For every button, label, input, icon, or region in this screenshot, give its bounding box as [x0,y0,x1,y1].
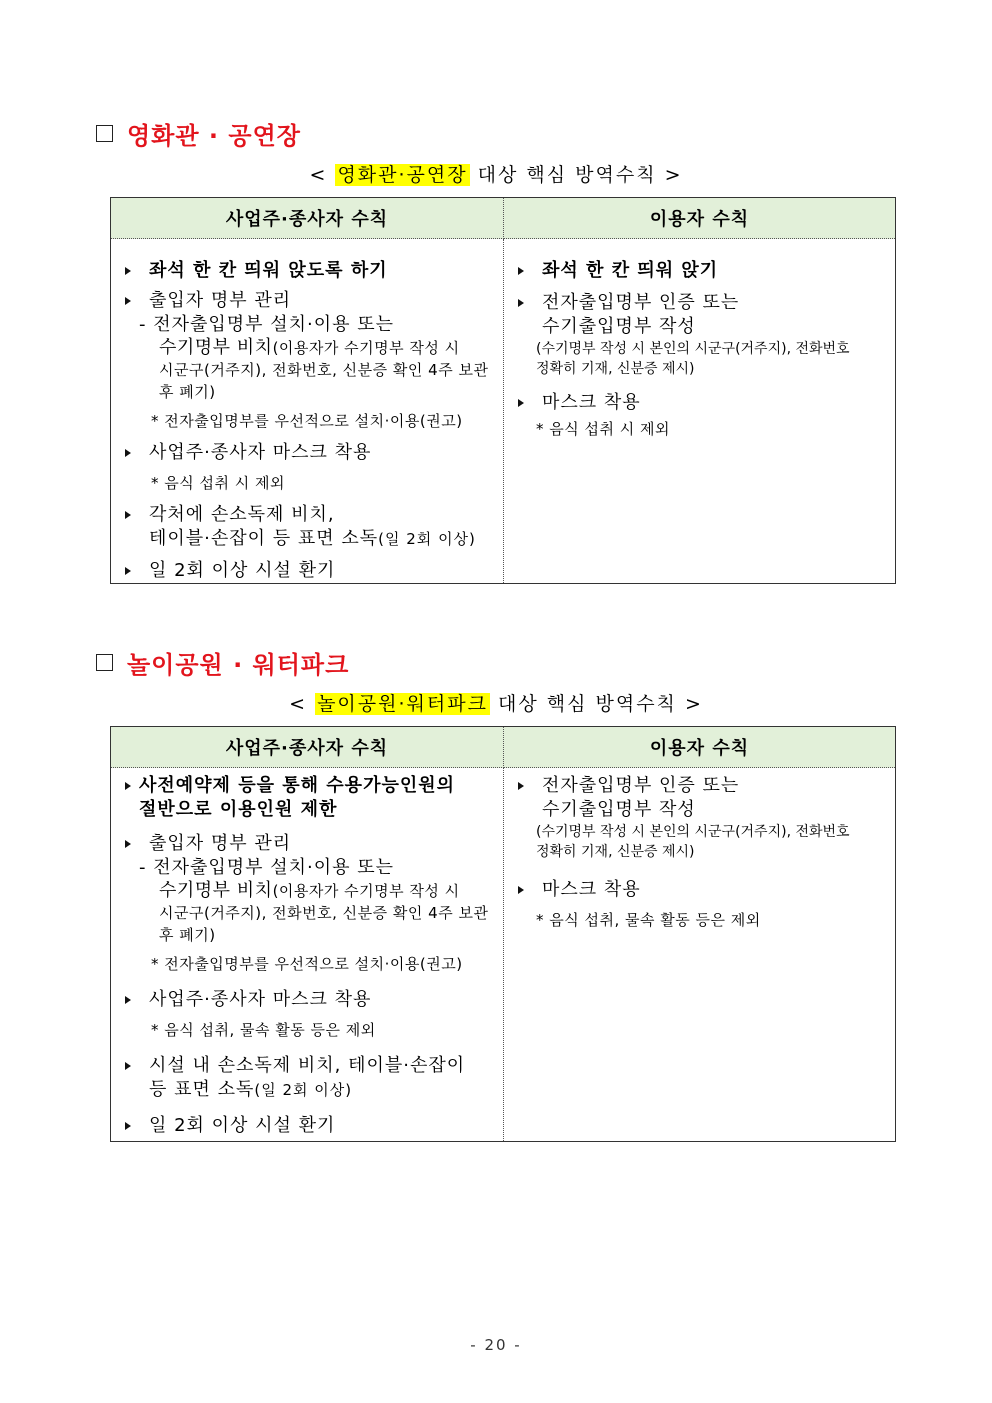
list-item [111,441,503,465]
bullet-triangle-icon [125,840,131,848]
bullet-triangle-icon [518,886,524,894]
list-item [111,1114,503,1138]
user-rules-cell [504,239,896,584]
user-rules-header: 이용자 수칙 [504,727,896,768]
list-item-cont [111,1078,503,1102]
list-item [504,291,895,315]
list-item [111,774,503,798]
bullet-triangle-icon [518,399,524,407]
table-body-row [111,239,896,584]
item-text: 수기명부 비치 [159,337,273,358]
table-caption-cinema [0,160,992,187]
table-caption-amusement-park [0,689,992,716]
item-text: 일 2회 이상 시설 환기 [149,560,336,581]
bullet-triangle-icon [518,299,524,307]
item-text: 사업주·종사자 마스크 착용 [149,989,372,1010]
list-item [111,988,503,1012]
operator-rules-header: 사업주·종사자 수칙 [111,727,504,768]
item-text: 각처에 손소독제 비치, [149,504,335,525]
list-item [504,774,895,798]
note: * 음식 섭취, 물속 활동 등은 제외 [151,1021,376,1039]
item-text: 전자출입명부 인증 또는 [542,292,740,313]
caption-open: < [309,164,336,186]
sub-item-detail [111,337,503,359]
list-item [111,1054,503,1078]
bullet-triangle-icon [518,267,524,275]
paren-note: 정확히 기재, 신분증 제시) [536,361,695,377]
operator-rules-header: 사업주·종사자 수칙 [111,198,504,239]
list-item-cont [111,527,503,551]
list-item [504,391,895,415]
item-text: 등 표면 소독 [149,1079,255,1100]
item-text: 일 2회 이상 시설 환기 [149,1115,336,1136]
bullet-triangle-icon [125,1062,131,1070]
item-text: 사전예약제 등을 통해 수용가능인원의 [139,775,456,796]
item-text-small: (일 2회 이상) [254,1081,353,1099]
sub-item: - 전자출입명부 설치·이용 또는 [139,314,395,335]
list-item-cont: 수기출입명부 작성 [542,316,696,337]
item-text: 출입자 명부 관리 [149,833,292,854]
item-text: 좌석 한 칸 띄워 앉도록 하기 [149,260,388,281]
bullet-triangle-icon [518,782,524,790]
checkbox-square-icon [96,125,113,142]
bullet-triangle-icon [125,511,131,519]
table-header-row [111,727,896,768]
section-title-text: 놀이공원 · 워터파크 [127,651,350,679]
operator-rules-cell [111,768,504,1142]
caption-highlight: 영화관·공연장 [337,164,468,186]
note: * 음식 섭취 시 제외 [536,420,671,438]
bullet-triangle-icon [125,567,131,575]
bullet-triangle-icon [125,782,131,790]
item-text: 마스크 착용 [542,879,641,900]
sub-item-detail: 시군구(거주지), 전화번호, 신분증 확인 4주 보관 후 폐기) [159,361,489,401]
item-text: 테이블·손잡이 등 표면 소독 [149,528,379,549]
table-body-row [111,768,896,1142]
section-title-amusement-park [96,645,349,680]
section-title-cinema [96,116,301,151]
paren-note: 정확히 기재, 신분증 제시) [536,844,695,860]
bullet-triangle-icon [125,297,131,305]
page-number: - 20 - [470,1336,522,1354]
bullet-triangle-icon [125,996,131,1004]
bullet-triangle-icon [125,1122,131,1130]
note: * 음식 섭취, 물속 활동 등은 제외 [536,911,761,929]
item-text: 전자출입명부 인증 또는 [542,775,740,796]
list-item-cont: 절반으로 이용인원 제한 [139,799,338,820]
list-item-cont: 수기출입명부 작성 [542,799,696,820]
note: * 전자출입명부를 우선적으로 설치·이용(권고) [151,412,463,430]
list-item [504,259,895,283]
sub-item-detail [111,880,503,902]
list-item [111,289,503,313]
note: * 전자출입명부를 우선적으로 설치·이용(권고) [151,955,463,973]
list-item [111,503,503,527]
rules-table-cinema [110,197,896,584]
note: * 음식 섭취 시 제외 [151,474,286,492]
list-item [111,559,503,583]
item-text-small: (일 2회 이상) [378,530,476,548]
item-text: 좌석 한 칸 띄워 앉기 [542,260,719,281]
paren-note: (수기명부 작성 시 본인의 시군구(거주지), 전화번호 [536,824,850,840]
section-title-text: 영화관 · 공연장 [127,122,301,150]
rules-table-amusement-park [110,726,896,1142]
item-text-small: (이용자가 수기명부 작성 시 [272,882,460,900]
caption-rest: 대상 핵심 방역수칙 > [469,164,683,186]
sub-item: - 전자출입명부 설치·이용 또는 [139,857,395,878]
table-header-row [111,198,896,239]
bullet-triangle-icon [125,449,131,457]
sub-item-detail: 시군구(거주지), 전화번호, 신분증 확인 4주 보관 후 폐기) [159,904,489,944]
item-text: 시설 내 손소독제 비치, 테이블·손잡이 [149,1055,466,1076]
caption-open: < [289,693,316,715]
paren-note: (수기명부 작성 시 본인의 시군구(거주지), 전화번호 [536,341,850,357]
list-item [111,832,503,856]
user-rules-header: 이용자 수칙 [504,198,896,239]
item-text: 마스크 착용 [542,392,641,413]
checkbox-square-icon [96,654,113,671]
bullet-triangle-icon [125,267,131,275]
item-text: 출입자 명부 관리 [149,290,292,311]
user-rules-cell [504,768,896,1142]
list-item [111,259,503,283]
caption-highlight: 놀이공원·워터파크 [317,693,488,715]
item-text: 수기명부 비치 [159,880,273,901]
operator-rules-cell [111,239,504,584]
item-text: 사업주·종사자 마스크 착용 [149,442,372,463]
caption-rest: 대상 핵심 방역수칙 > [489,693,703,715]
list-item [504,878,895,902]
item-text-small: (이용자가 수기명부 작성 시 [272,339,460,357]
